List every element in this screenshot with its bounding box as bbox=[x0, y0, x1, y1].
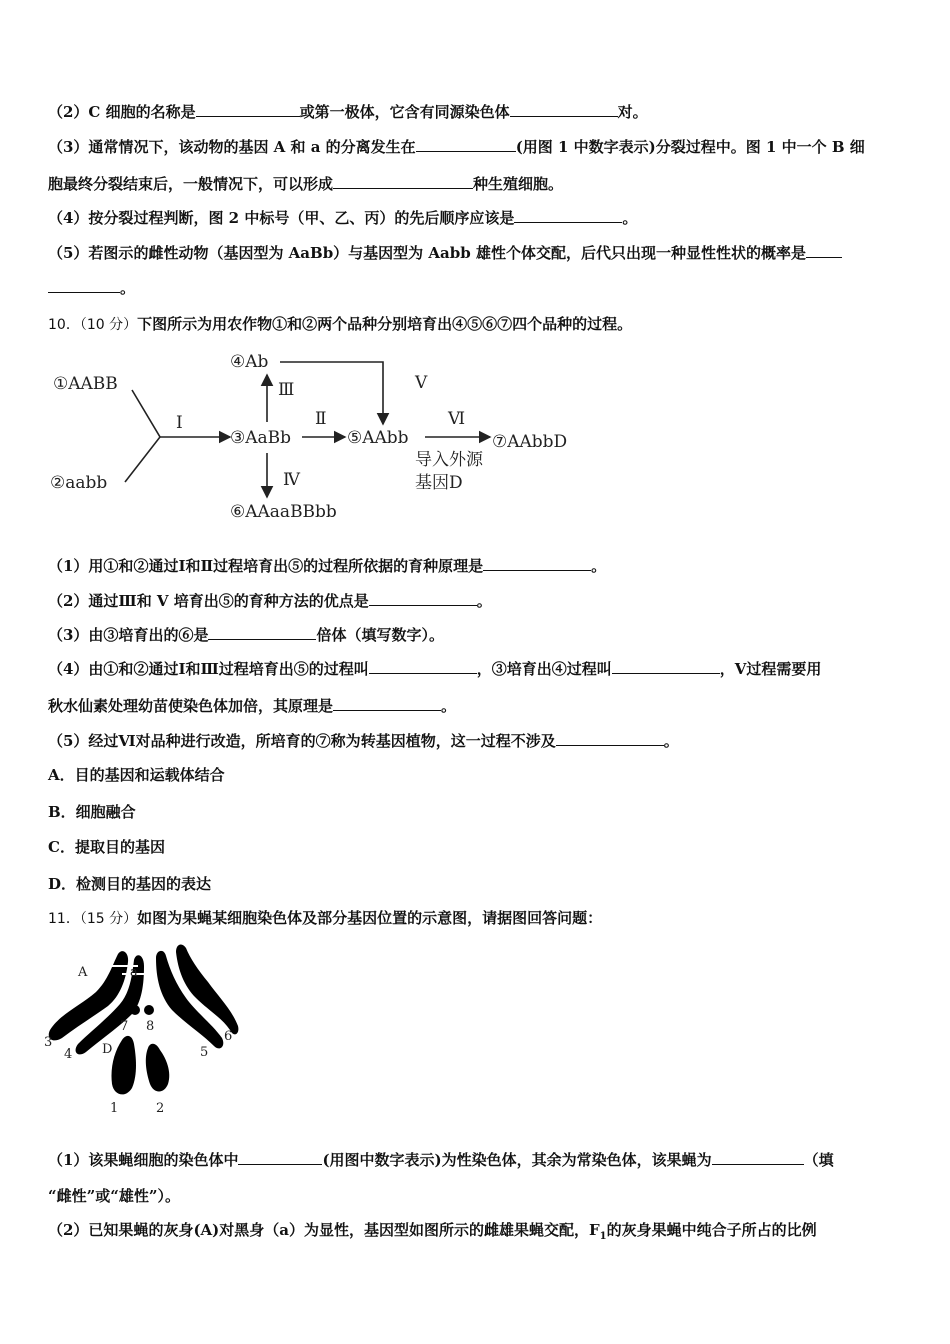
q11-part1-line2: “雌性”或“雄性”）。 bbox=[48, 1187, 181, 1205]
q10-part2: （2）通过Ⅲ和 V 培育出⑤的育种方法的优点是 。 bbox=[48, 592, 492, 610]
label-1: 1 bbox=[110, 1101, 119, 1116]
answer-blank[interactable] bbox=[483, 556, 591, 571]
answer-blank[interactable] bbox=[556, 731, 664, 746]
node-1: ①AABB bbox=[53, 374, 118, 394]
answer-blank[interactable] bbox=[416, 137, 516, 152]
chromosome-2 bbox=[146, 1044, 169, 1092]
q10-part1: （1）用①和②通过Ⅰ和Ⅱ过程培育出⑤的过程所依据的育种原理是 。 bbox=[48, 557, 607, 575]
q9-part4: （4）按分裂过程判断，图 2 中标号（甲、乙、丙）的先后顺序应该是 。 bbox=[48, 209, 638, 227]
node-7: ⑦AAbbD bbox=[492, 432, 568, 452]
label-6: 6 bbox=[224, 1029, 233, 1044]
label-8: 8 bbox=[146, 1019, 155, 1034]
answer-blank[interactable] bbox=[196, 102, 300, 117]
node-4: ④Ab bbox=[230, 352, 269, 372]
q9-part5: （5）若图示的雌性动物（基因型为 AaBb）与基因型为 Aabb 雄性个体交配，后代只出现一种显性性状的概率是 bbox=[48, 243, 842, 263]
answer-blank[interactable] bbox=[712, 1150, 804, 1165]
node-6: ⑥AAaaBBbb bbox=[230, 502, 337, 522]
q11-part1-line1: （1）该果蝇细胞的染色体中 (用图中数字表示)为性染色体，其余为常染色体，该果蝇为 （填 bbox=[48, 1151, 834, 1169]
q10-part4-line1: （4）由①和②通过Ⅰ和Ⅲ过程培育出⑤的过程叫 ，③培育出④过程叫 ，Ⅴ过程需要用 bbox=[48, 660, 822, 678]
label-5: 5 bbox=[200, 1045, 209, 1060]
note-line2: 基因D bbox=[415, 473, 463, 493]
note-line1: 导入外源 bbox=[415, 450, 483, 470]
q10-part3: （3）由③培育出的⑥是 倍体（填写数字）。 bbox=[48, 626, 444, 644]
q10-stem: 10．（10 分）下图所示为用农作物①和②两个品种分别培育出④⑤⑥⑦四个品种的过程。 bbox=[48, 315, 633, 333]
q10-part5: （5）经过Ⅵ对品种进行改造，所培育的⑦称为转基因植物，这一过程不涉及 。 bbox=[48, 732, 679, 750]
label-4: 4 bbox=[64, 1047, 73, 1062]
label-A: A bbox=[78, 965, 88, 980]
label-3: 3 bbox=[44, 1035, 53, 1050]
breeding-diagram bbox=[40, 342, 600, 527]
label-I: Ⅰ bbox=[176, 413, 183, 433]
label-D: D bbox=[102, 1042, 113, 1057]
answer-blank[interactable] bbox=[369, 659, 477, 674]
answer-blank[interactable] bbox=[208, 625, 316, 640]
node-2: ②aabb bbox=[50, 473, 108, 493]
q9-part3-line2: 胞最终分裂结束后，一般情况下，可以形成 种生殖细胞。 bbox=[48, 175, 564, 193]
chromosome-figure bbox=[38, 940, 248, 1120]
answer-blank[interactable] bbox=[806, 243, 842, 258]
q9-part3-line1: （3）通常情况下，该动物的基因 A 和 a 的分离发生在 (用图 1 中数字表示)分裂过程中。图 1 中一个 B 细 bbox=[48, 138, 865, 156]
answer-blank[interactable] bbox=[514, 208, 622, 223]
answer-blank[interactable] bbox=[612, 659, 720, 674]
q11-part2: （2）已知果蝇的灰身(A)对黑身（a）为显性，基因型如图所示的雌雄果蝇交配，$F_1$的灰身果蝇中纯合子所占的比例 bbox=[48, 1221, 817, 1242]
answer-blank[interactable] bbox=[510, 102, 618, 117]
label-III: Ⅲ bbox=[278, 380, 295, 400]
q9-part5-line2: 。 bbox=[48, 278, 135, 298]
option-b[interactable]: B．细胞融合 bbox=[48, 803, 136, 821]
chromosome-7 bbox=[130, 1005, 140, 1015]
chromosome-1 bbox=[111, 1036, 136, 1094]
option-d[interactable]: D．检测目的基因的表达 bbox=[48, 875, 212, 893]
label-VI: Ⅵ bbox=[448, 409, 466, 429]
q11-stem: 11．（15 分）如图为果蝇某细胞染色体及部分基因位置的示意图，请据图回答问题： bbox=[48, 909, 603, 927]
answer-blank[interactable] bbox=[333, 696, 441, 711]
label-2: 2 bbox=[156, 1101, 165, 1116]
answer-blank[interactable] bbox=[333, 174, 473, 189]
label-IV: Ⅳ bbox=[283, 470, 300, 490]
node-3: ③AaBb bbox=[230, 428, 292, 448]
option-a[interactable]: A．目的基因和运载体结合 bbox=[48, 766, 225, 784]
label-V: Ⅴ bbox=[415, 373, 428, 393]
answer-blank[interactable] bbox=[369, 591, 477, 606]
q9-part2: （2）C 细胞的名称是 或第一极体，它含有同源染色体 对。 bbox=[48, 103, 648, 121]
cross-lines bbox=[125, 390, 160, 482]
q10-part4-line2: 秋水仙素处理幼苗使染色体加倍，其原理是 。 bbox=[48, 697, 457, 715]
label-II: Ⅱ bbox=[315, 409, 327, 429]
option-c[interactable]: C．提取目的基因 bbox=[48, 838, 165, 856]
answer-blank[interactable] bbox=[238, 1150, 322, 1165]
label-a: a bbox=[130, 965, 138, 980]
node-5: ⑤AAbb bbox=[347, 428, 409, 448]
chromosome-8 bbox=[144, 1005, 154, 1015]
label-7: 7 bbox=[120, 1019, 129, 1034]
arrow-V bbox=[280, 362, 383, 424]
answer-blank[interactable] bbox=[48, 278, 120, 293]
